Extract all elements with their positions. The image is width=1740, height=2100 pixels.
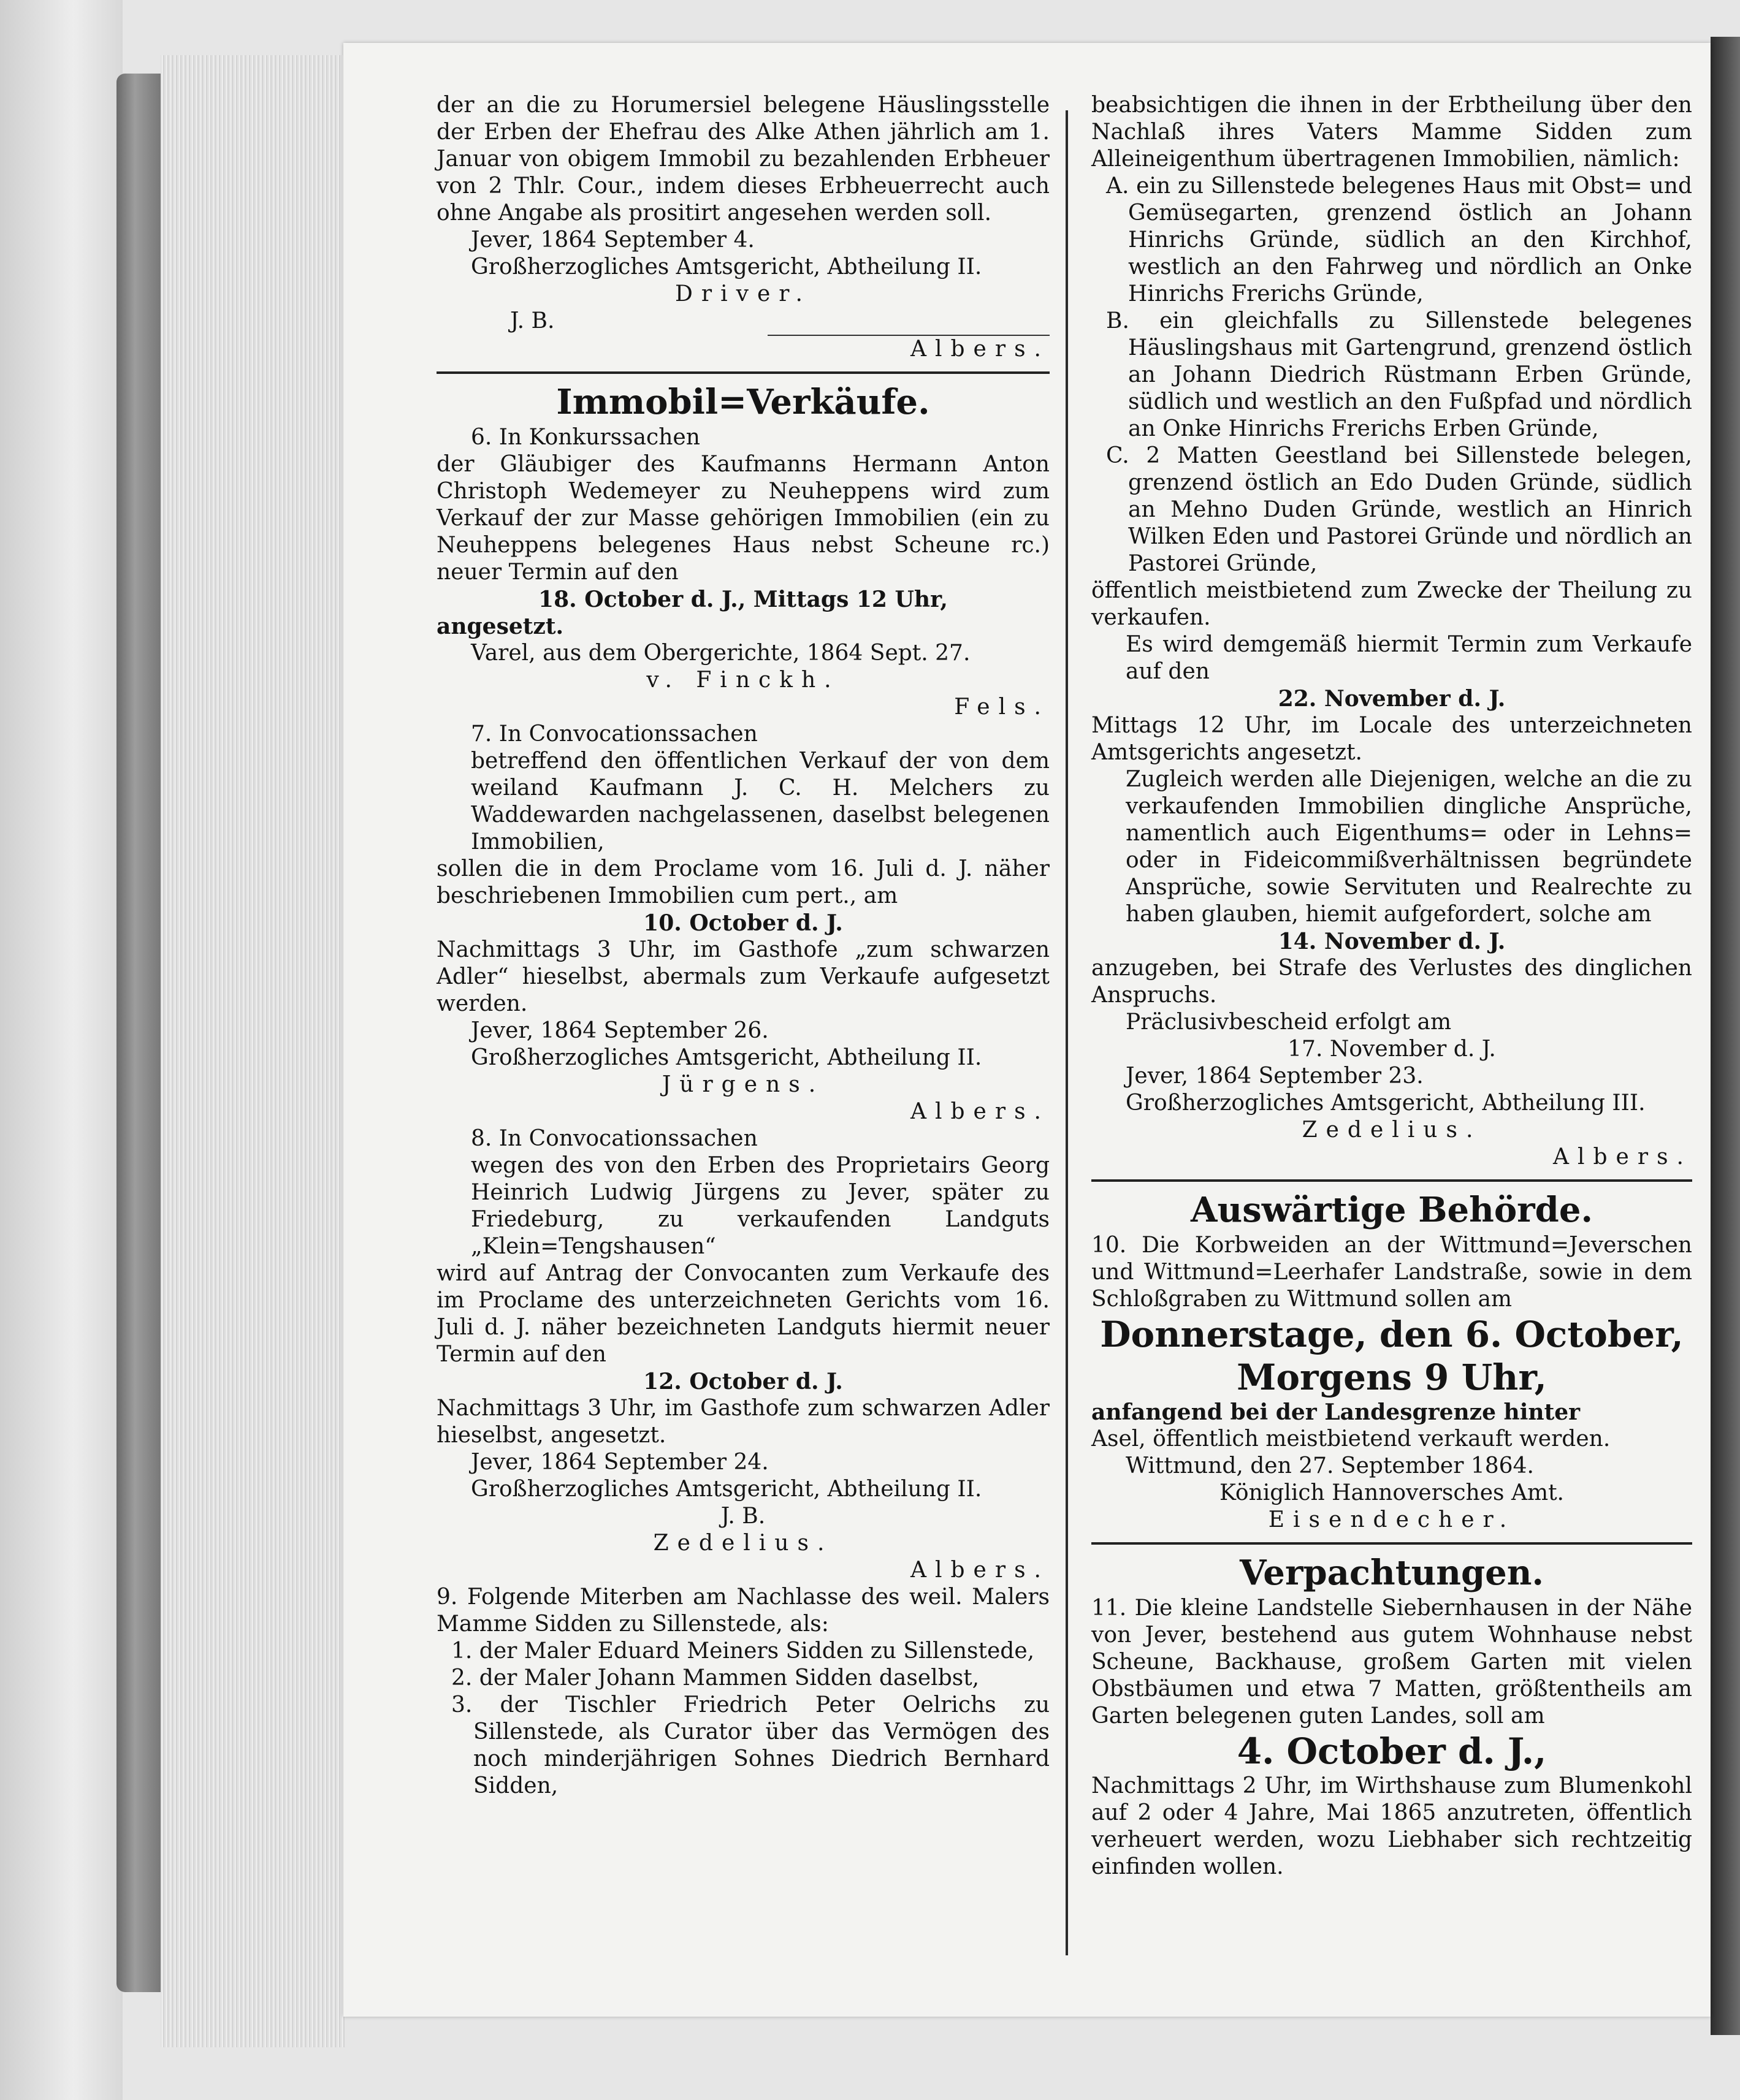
n6-signature-2: Fels. bbox=[954, 694, 1050, 720]
n6-heading: 6. In Konkurssachen bbox=[471, 425, 700, 450]
n10-body: 10. Die Korbweiden an der Wittmund=Jeverschen und Wittmund=Leerhafer Landstraße, sowie in dem Schloßgraben zu Wittmund sollen am bbox=[1091, 1233, 1692, 1312]
n6-signature: v. Finckh. bbox=[646, 668, 840, 693]
n10-court: Königlich Hannoversches Amt. bbox=[1219, 1480, 1564, 1505]
left-column bbox=[437, 92, 1050, 1800]
property-item: A. ein zu Sillenstede belegenes Haus mit Obst= und Gemüsegarten, grenzend östlich an Johann Hinrichs Gründe, südlich an den Kirchhof, westlich an den Fahrweg und nördlich an Onke Hinrichs Frerichs Gründe, bbox=[1106, 173, 1692, 306]
n10-after: Asel, öffentlich meistbietend verkauft werden. bbox=[1091, 1426, 1611, 1451]
property-item: B. ein gleichfalls zu Sillenstede belegenes Häuslingshaus mit Gartengrund, grenzend östlich an Johann Diedrich Rüstmann Erben Gründe, südlich und westlich an den Fußpfad und nördlich an Onke Hinrichs Frerichs Erben Gründe, bbox=[1106, 308, 1692, 441]
n8-after: Nachmittags 3 Uhr, im Gasthofe zum schwarzen Adler hieselbst, angesetzt. bbox=[437, 1396, 1050, 1448]
n9-continuation: beabsichtigen die ihnen in der Erbtheilung über den Nachlaß ihres Vaters Mamme Sidden zum Alleineigenthum übertragenen Immobilien, nämlich: bbox=[1091, 93, 1692, 172]
page-stack-edge bbox=[161, 55, 345, 2047]
section-title-verpachtungen: Verpachtungen. bbox=[1240, 1553, 1544, 1593]
n8-heading: 8. In Convocationssachen bbox=[471, 1126, 758, 1151]
right-column bbox=[1091, 92, 1692, 1881]
n7-after: Nachmittags 3 Uhr, im Gasthofe „zum schwarzen Adler“ hieselbst, abermals zum Verkaufe aufgesetzt werden. bbox=[437, 937, 1050, 1016]
right-signature: Zedelius. bbox=[1302, 1117, 1482, 1143]
n8-signature: J. B. bbox=[720, 1504, 766, 1529]
n8-body: wird auf Antrag der Convocanten zum Verkaufe des im Proclame des unterzeichneten Gerichts vom 16. Juli d. J. näher bezeichneten Landguts hiermit neuer Termin auf den bbox=[437, 1261, 1050, 1367]
n8-signature-3: Albers. bbox=[910, 1558, 1050, 1583]
n8-subject: wegen des von den Erben des Proprietairs Georg Heinrich Ludwig Jürgens zu Jever, später zu Friedeburg, zu verkaufenden Landguts „Klein=Tengshausen“ bbox=[471, 1153, 1050, 1259]
section-rule bbox=[1091, 1542, 1692, 1545]
n8-place: Jever, 1864 September 24. bbox=[471, 1450, 769, 1475]
term-text: Es wird demgemäß hiermit Termin zum Verkaufe auf den bbox=[1126, 632, 1692, 684]
book-edge-right bbox=[1711, 37, 1740, 2035]
section-rule bbox=[1091, 1179, 1692, 1182]
n11-big-date: 4. October d. J., bbox=[1237, 1730, 1547, 1772]
n6-after: angesetzt. bbox=[437, 614, 563, 639]
intro-place: Jever, 1864 September 4. bbox=[471, 227, 755, 253]
n6-date: 18. October d. J., Mittags 12 Uhr, bbox=[538, 587, 948, 612]
n11-body: 11. Die kleine Landstelle Siebernhausen in der Nähe von Jever, bestehend aus gutem Wohnhause nebst Scheune, Backhause, großem Garten mit vielen Obstbäumen und etwa 7 Matten, größtentheils am Garten belegenen guten Landes, soll am bbox=[1091, 1596, 1692, 1729]
n7-signature: Jürgens. bbox=[662, 1072, 825, 1097]
praeclusiv-date: 17. November d. J. bbox=[1288, 1037, 1496, 1062]
n10-place: Wittmund, den 27. September 1864. bbox=[1126, 1453, 1534, 1478]
sale-text: öffentlich meistbietend zum Zwecke der Theilung zu verkaufen. bbox=[1091, 578, 1692, 630]
intro-signature: Driver. bbox=[675, 281, 811, 306]
n7-date: 10. October d. J. bbox=[643, 910, 843, 936]
claims-after: anzugeben, bei Strafe des Verlustes des dinglichen Anspruchs. bbox=[1091, 956, 1692, 1008]
section-title-immobil: Immobil=Verkäufe. bbox=[556, 382, 930, 422]
intro-signature-3: Albers. bbox=[910, 337, 1050, 362]
column-rule bbox=[1066, 110, 1068, 1955]
n10-signature: Eisendecher. bbox=[1268, 1507, 1516, 1532]
n7-heading: 7. In Convocationssachen bbox=[471, 721, 758, 747]
section-title-auswaertig: Auswärtige Behörde. bbox=[1191, 1190, 1593, 1230]
n7-body: sollen die in dem Proclame vom 16. Juli d. J. näher beschriebenen Immobilien cum pert., am bbox=[437, 856, 1050, 908]
intro-text: der an die zu Horumersiel belegene Häuslingsstelle der Erben der Ehefrau des Alke Athen jährlich am 1. Januar von obigem Immobil zu bezahlenden Erbheuer von 2 Thlr. Cour., indem dieses Erbheuerrecht auch ohne Angabe als prositirt angesehen werden soll. bbox=[437, 93, 1050, 226]
intro-court: Großherzogliches Amtsgericht, Abtheilung II. bbox=[471, 254, 982, 280]
n8-signature-2: Zedelius. bbox=[653, 1531, 833, 1556]
n8-date: 12. October d. J. bbox=[643, 1369, 843, 1394]
term-after: Mittags 12 Uhr, im Locale des unterzeichneten Amtsgerichts angesetzt. bbox=[1091, 713, 1692, 765]
right-place: Jever, 1864 September 23. bbox=[1126, 1063, 1424, 1089]
n10-big-time: Morgens 9 Uhr, bbox=[1237, 1356, 1547, 1398]
n8-court: Großherzogliches Amtsgericht, Abtheilung II. bbox=[471, 1477, 982, 1502]
n11-after: Nachmittags 2 Uhr, im Wirthshause zum Blumenkohl auf 2 oder 4 Jahre, Mai 1865 anzutreten, öffentlich verheuert werden, wozu Liebhaber sich rechtzeitig einfinden wollen. bbox=[1091, 1773, 1692, 1879]
praeclusiv-text: Präclusivbescheid erfolgt am bbox=[1126, 1010, 1452, 1035]
right-signature-2: Albers. bbox=[1553, 1144, 1692, 1170]
section-rule bbox=[437, 371, 1050, 374]
n10-big-date: Donnerstage, den 6. October, bbox=[1100, 1314, 1684, 1355]
n7-subject: betreffend den öffentlichen Verkauf der von dem weiland Kaufmann J. C. H. Melchers zu Waddewarden nachgelassenen, daselbst belegenen Immobilien, bbox=[471, 748, 1050, 854]
n9-item: 2. der Maler Johann Mammen Sidden daselbst, bbox=[451, 1665, 980, 1691]
intro-signature-2: J. B. bbox=[510, 308, 555, 333]
claims-date: 14. November d. J. bbox=[1278, 929, 1506, 954]
n9-item: 1. der Maler Eduard Meiners Sidden zu Sillenstede, bbox=[451, 1638, 1035, 1664]
n7-court: Großherzogliches Amtsgericht, Abtheilung II. bbox=[471, 1045, 982, 1070]
n7-signature-2: Albers. bbox=[910, 1099, 1050, 1124]
n7-place: Jever, 1864 September 26. bbox=[471, 1018, 769, 1043]
claims-text: Zugleich werden alle Diejenigen, welche an die zu verkaufenden Immobilien dingliche Ansprüche, namentlich auch Eigenthums= oder in Lehns= oder in Fideicommißverhältnissen begründete Ansprüche, sowie Servituten und Realrechte zu haben glauben, hiemit aufgefordert, solche am bbox=[1126, 767, 1692, 927]
book-edge-left bbox=[0, 0, 123, 2100]
n9-item: 3. der Tischler Friedrich Peter Oelrichs zu Sillenstede, als Curator über das Vermögen des noch minderjährigen Sohnes Diedrich Bernhard Sidden, bbox=[451, 1692, 1050, 1798]
n6-body: der Gläubiger des Kaufmanns Hermann Anton Christoph Wedemeyer zu Neuheppens wird zum Verkauf der zur Masse gehörigen Immobilien (ein zu Neuheppens belegenes Haus nebst Scheune rc.) neuer Termin auf den bbox=[437, 452, 1050, 585]
n6-place: Varel, aus dem Obergerichte, 1864 Sept. 27. bbox=[471, 641, 971, 666]
term-date: 22. November d. J. bbox=[1278, 686, 1506, 712]
n10-bold: anfangend bei der Landesgrenze hinter bbox=[1091, 1399, 1581, 1425]
property-item: C. 2 Matten Geestland bei Sillenstede belegen, grenzend östlich an Edo Duden Gründe, südlich an Mehno Duden Gründe, westlich an Hinrich Wilken Eden und Pastorei Gründe und nördlich an Pastorei Gründe, bbox=[1106, 443, 1692, 576]
n9-heading: 9. Folgende Miterben am Nachlasse des weil. Malers Mamme Sidden zu Sillenstede, als: bbox=[437, 1585, 1050, 1637]
right-court: Großherzogliches Amtsgericht, Abtheilung III. bbox=[1126, 1090, 1646, 1116]
